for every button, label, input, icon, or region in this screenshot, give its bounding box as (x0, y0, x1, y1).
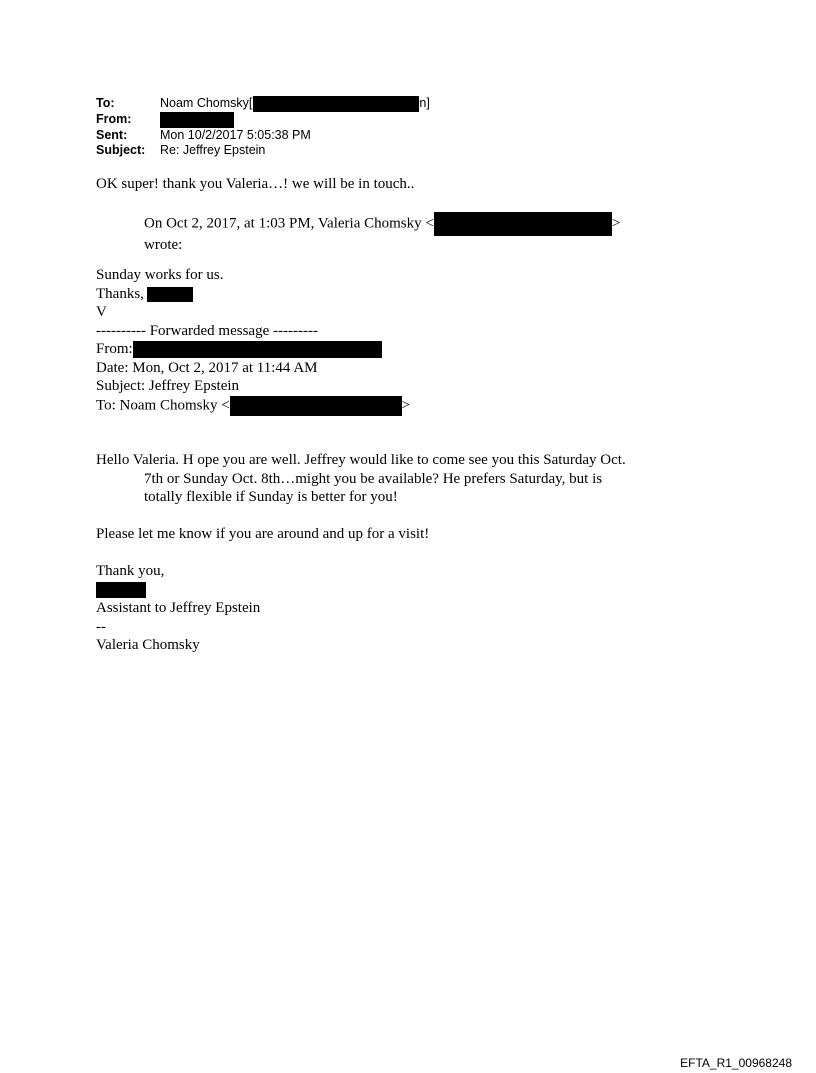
header-subject-row (96, 143, 430, 158)
redaction-box (434, 212, 612, 236)
sent-value: Mon 10/2/2017 5:05:38 PM (160, 128, 311, 142)
forward-divider: ---------- Forwarded message --------- (96, 322, 318, 339)
quote-line-1-end: > (611, 215, 621, 232)
forward-date: Date: Mon, Oct 2, 2017 at 11:44 AM (96, 359, 318, 376)
body-line: Hello Valeria. H ope you are well. Jeffrey would like to come see you this Saturday Oct. (96, 452, 626, 468)
closing-block (96, 562, 260, 655)
to-value: Noam Chomsky[ (160, 96, 253, 110)
closing-text: Thank you, (96, 563, 165, 579)
redaction-box (147, 287, 193, 302)
header-to-row (96, 96, 430, 112)
forward-to: To: Noam Chomsky < (96, 396, 230, 413)
role-text: Assistant to Jeffrey Epstein (96, 600, 261, 616)
forward-to-end: > (401, 396, 411, 413)
redaction-box (253, 96, 419, 112)
subject-value: Re: Jeffrey Epstein (160, 143, 266, 157)
quote-line-1: On Oct 2, 2017, at 1:03 PM, Valeria Chomsky < (144, 215, 434, 232)
sent-label: Sent: (96, 128, 128, 142)
subject-label: Subject: (96, 143, 146, 157)
quote-attribution (96, 212, 620, 255)
header-sent-row (96, 128, 430, 143)
forward-from-label: From: (96, 341, 133, 357)
redaction-box (230, 396, 402, 416)
redaction-box (96, 582, 146, 598)
forward-subject: Subject: Jeffrey Epstein (96, 378, 240, 394)
body-line: totally flexible if Sunday is better for you! (144, 489, 398, 505)
thanks-text: Thanks, (96, 285, 144, 302)
redaction-box (160, 112, 234, 128)
body-paragraph-2: Please let me know if you are around and up for a visit! (96, 526, 430, 542)
quote-line-2: wrote: (144, 237, 183, 253)
initial-text: V (96, 304, 107, 320)
body-line: 7th or Sunday Oct. 8th…might you be available? He prefers Saturday, but is (144, 470, 603, 487)
to-value-end: n] (419, 96, 430, 110)
redaction-box (133, 341, 382, 358)
signature-name: Valeria Chomsky (96, 637, 200, 653)
reply-text: OK super! thank you Valeria…! we will be in touch.. (96, 176, 415, 192)
from-label: From: (96, 112, 132, 126)
body-paragraph-1 (96, 451, 626, 507)
document-id: EFTA_R1_00968248 (680, 1056, 792, 1070)
message-line: Sunday works for us. (96, 267, 224, 283)
message-block (96, 266, 410, 416)
header-from-row (96, 112, 430, 128)
signature-separator: -- (96, 618, 106, 635)
to-label: To: (96, 96, 115, 110)
email-header (96, 96, 430, 158)
